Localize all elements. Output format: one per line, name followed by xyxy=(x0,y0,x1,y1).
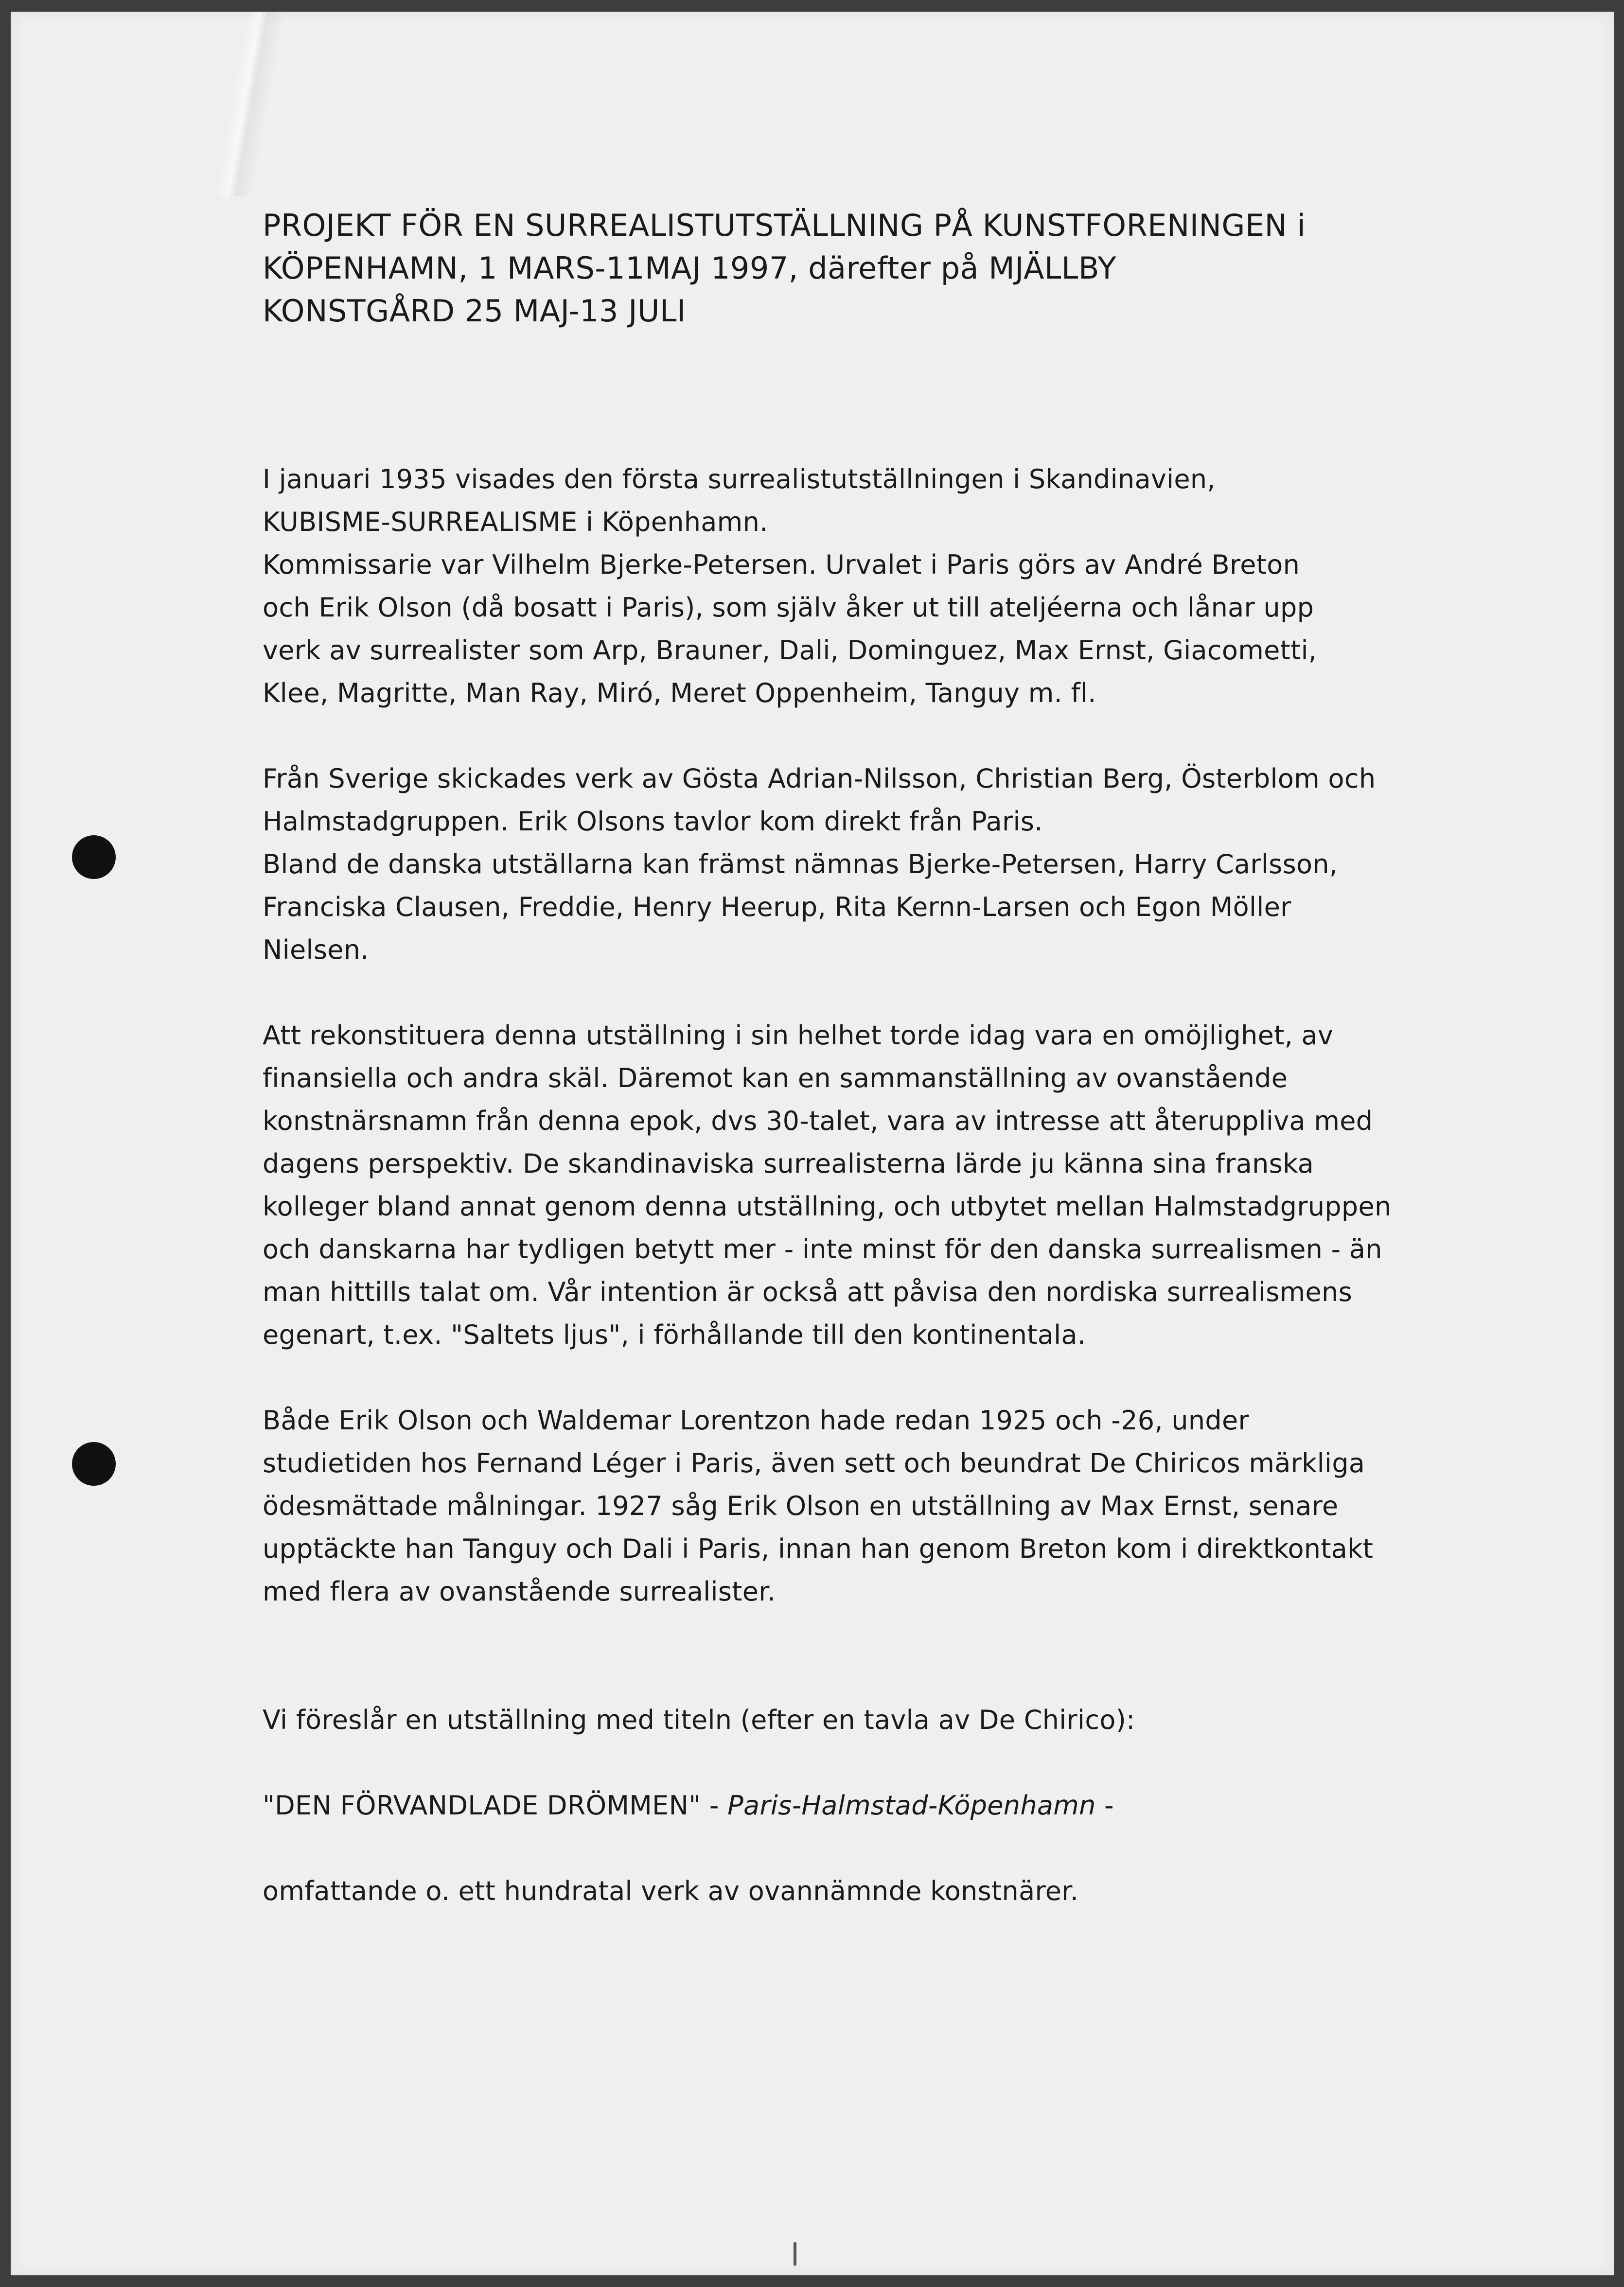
proposed-subtitle: Paris-Halmstad-Köpenhamn xyxy=(727,1790,1096,1821)
proposed-title: "DEN FÖRVANDLADE DRÖMMEN" - xyxy=(263,1790,728,1821)
punch-hole-bottom xyxy=(72,1442,116,1486)
paper-crease xyxy=(195,12,293,196)
closing-line-1: Vi föreslår en utställning med titeln (efter en tavla av De Chirico): xyxy=(263,1705,1135,1735)
punch-hole-top xyxy=(72,835,116,879)
paragraph-4: Både Erik Olson och Waldemar Lorentzon hade redan 1925 och -26, under studietiden hos Fernand Léger i Paris, även sett och beundrat De Chiricos märkliga ödesmättade målningar. 1927 såg Erik Olson en utställning av Max Ernst, senare upptäckte han Tanguy och Dali i Paris, innan han genom Breton kom i direktkontakt med flera av ovanstående surrealister. xyxy=(263,1405,1374,1607)
closing-paragraph xyxy=(263,1656,1410,1955)
page-mark xyxy=(794,2242,796,2266)
paragraph-2: Från Sverige skickades verk av Gösta Adrian-Nilsson, Christian Berg, Österblom och Halmstadgruppen. Erik Olsons tavlor kom direkt från Paris. Bland de danska utställarna kan främst nämnas Bjerke-Petersen, Harry Carlsson, Franciska Clausen, Freddie, Henry Heerup, Rita Kernn-Larsen och Egon Möller Nielsen. xyxy=(263,763,1376,965)
document-body xyxy=(263,204,1410,1998)
closing-line-2 xyxy=(263,1784,1410,1827)
paragraph-1: I januari 1935 visades den första surrealistutställningen i Skandinavien, KUBISME-SURREALISME i Köpenhamn. Kommissarie var Vilhelm Bjerke-Petersen. Urvalet i Paris görs av André Breton och Erik Olson (då bosatt i Paris), som själv åker ut till ateljéerna och lånar upp verk av surrealister som Arp, Brauner, Dali, Dominguez, Max Ernst, Giacometti, Klee, Magritte, Man Ray, Miró, Meret Oppenheim, Tanguy m. fl. xyxy=(263,464,1317,708)
paragraph-3: Att rekonstituera denna utställning i sin helhet torde idag vara en omöjlighet, av finansiella och andra skäl. Däremot kan en sammanställning av ovanstående konstnärsnamn från denna epok, dvs 30-talet, vara av intresse att återuppliva med dagens perspektiv. De skandinaviska surrealisterna lärde ju känna sina franska kolleger bland annat genom denna utställning, och utbytet mellan Halmstadgruppen och danskarna har tydligen betytt mer - inte minst för den danska surrealismen - än man hittills talat om. Vår intention är också att påvisa den nordiska surrealismens egenart, t.ex. "Saltets ljus", i förhållande till den kontinentala. xyxy=(263,1020,1392,1350)
document-title: PROJEKT FÖR EN SURREALISTUTSTÄLLNING PÅ KUNSTFORENINGEN i KÖPENHAMN, 1 MARS-11MAJ 1997, därefter på MJÄLLBY KONSTGÅRD 25 MAJ-13 JULI xyxy=(263,208,1306,329)
closing-line-3: omfattande o. ett hundratal verk av ovannämnde konstnärer. xyxy=(263,1876,1079,1906)
closing-line-2-suffix: - xyxy=(1095,1790,1114,1821)
